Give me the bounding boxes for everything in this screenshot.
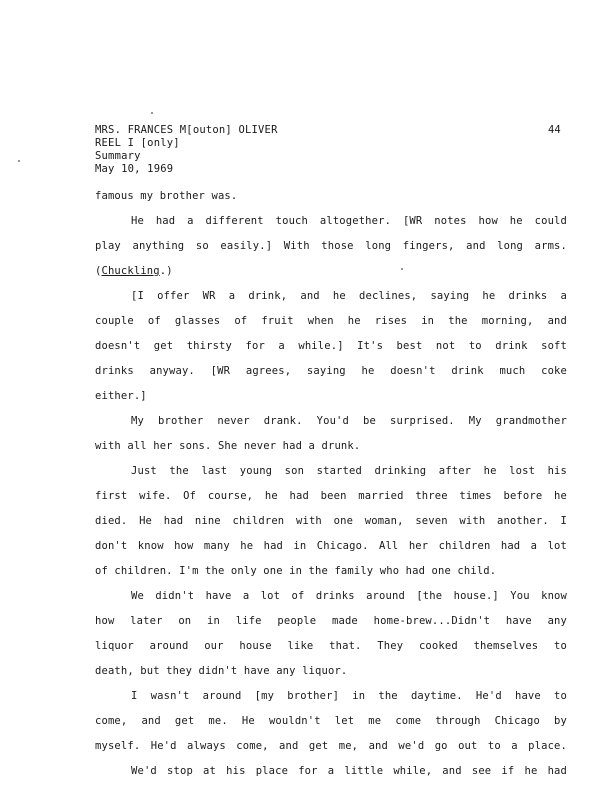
text-line: My brother never drank. You'd be surprised. My grandmother xyxy=(131,415,567,427)
text-line: liquor around our house like that. They cooked themselves to xyxy=(95,640,567,652)
text-line: We'd stop at his place for a little while, and see if he had xyxy=(131,765,567,777)
text-line: either.] xyxy=(95,390,147,402)
scan-speck xyxy=(151,112,153,114)
document-header xyxy=(95,124,278,176)
interviewee-name: MRS. FRANCES M[outon] OLIVER xyxy=(95,124,278,136)
text-line: drinks anyway. [WR agrees, saying he doesn't drink much coke xyxy=(95,365,567,377)
text-line: of children. I'm the only one in the family who had one child. xyxy=(95,565,497,577)
text-line: Just the last young son started drinking after he lost his xyxy=(131,465,567,477)
text-line: [I offer WR a drink, and he declines, saying he drinks a xyxy=(131,290,567,302)
document-type: Summary xyxy=(95,150,141,162)
text-line: died. He had nine children with one woman, seven with another. I xyxy=(95,515,567,527)
scan-speck xyxy=(401,268,403,270)
text-line: don't know how many he had in Chicago. All her children had a lot xyxy=(95,540,567,552)
text-line: first wife. Of course, he had been married three times before he xyxy=(95,490,567,502)
text-line: I wasn't around [my brother] in the daytime. He'd have to xyxy=(131,690,567,702)
text-line: how later on in life people made home-brew...Didn't have any xyxy=(95,615,567,627)
text-line: (Chuckling.) xyxy=(95,265,173,277)
stage-direction: Chuckling xyxy=(101,265,160,277)
text-line: couple of glasses of fruit when he rises in the morning, and xyxy=(95,315,567,327)
text-line: with all her sons. She never had a drunk. xyxy=(95,440,361,452)
text-line: play anything so easily.] With those long fingers, and long arms. xyxy=(95,240,567,252)
text-line: doesn't get thirsty for a while.] It's best not to drink soft xyxy=(95,340,567,352)
text-line: death, but they didn't have any liquor. xyxy=(95,665,348,677)
text-line: We didn't have a lot of drinks around [the house.] You know xyxy=(131,590,567,602)
text-line: come, and get me. He wouldn't let me come through Chicago by xyxy=(95,715,567,727)
text-line: He had a different touch altogether. [WR notes how he could xyxy=(131,215,567,227)
interview-date: May 10, 1969 xyxy=(95,163,174,175)
text-line: famous my brother was. xyxy=(95,190,238,202)
text-line: myself. He'd always come, and get me, and we'd go out to a place. xyxy=(95,740,567,752)
scan-speck xyxy=(18,160,20,162)
reel-label: REEL I [only] xyxy=(95,137,180,149)
page-number: 44 xyxy=(548,124,561,136)
